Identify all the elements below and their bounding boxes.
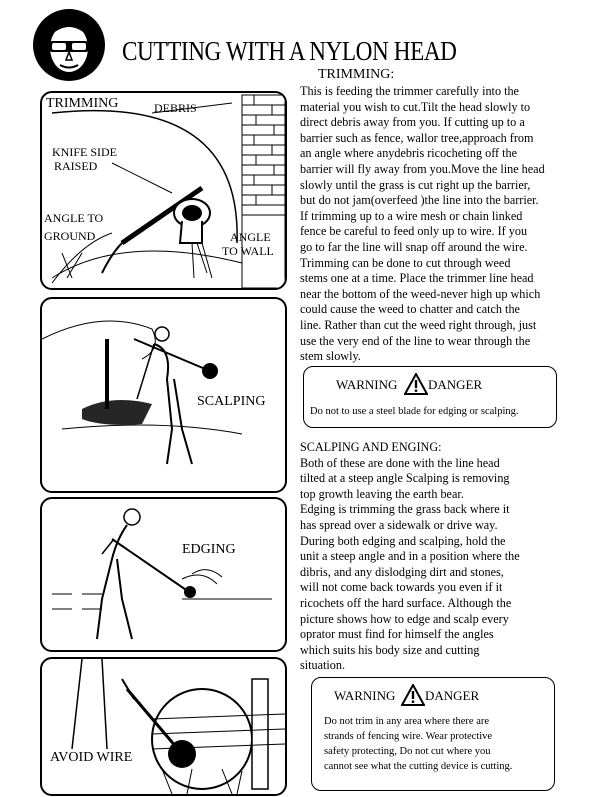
text-line: line. Rather than cut the weed right through, just <box>300 317 537 332</box>
text-line: Both of these are done with the line head <box>300 455 500 470</box>
edging-illustration-panel <box>40 497 287 652</box>
text-line: top growth leaving the earth bear. <box>300 486 464 501</box>
text-line: barrier will fly away from you.Move the line head <box>300 161 545 176</box>
text-line: safety protecting, Do not cut where you <box>324 746 491 757</box>
text-line: stem slowly. <box>300 349 361 364</box>
text-line: fence be careful to feed only up to wire. If you <box>300 224 528 239</box>
text-line: During both edging and scalping, hold the <box>300 533 506 548</box>
trimming-illustration <box>42 93 285 288</box>
text-line: has spread over a sidewalk or drive way. <box>300 517 498 532</box>
text-line: could cause the weed to chatter and catch the <box>300 302 520 317</box>
scalping-edging-body <box>300 440 590 674</box>
safety-goggles-logo <box>32 8 106 82</box>
text-line: dibris, and any dislodging dirt and stones, <box>300 564 504 579</box>
text-line: Trimming can be done to cut through weed <box>300 255 511 270</box>
label-angle: ANGLE <box>230 230 271 244</box>
text-line: Do not trim in any area where there are <box>324 716 490 727</box>
warning-box-fencing-wire <box>311 677 555 791</box>
warning-label: WARNING <box>336 377 398 392</box>
trimming-body <box>300 84 590 365</box>
text-line: situation. <box>300 658 346 673</box>
edging-illustration <box>42 499 285 650</box>
label-angle-to: ANGLE TO <box>44 211 104 225</box>
text-line: strands of fencing wire. Wear protective <box>324 731 493 742</box>
text-line: tilted at a steep angle Scalping is removing <box>300 471 510 486</box>
label-avoid-wire: AVOID WIRE <box>50 750 133 765</box>
text-line: slowly until the grass is cut right up the barrier, <box>300 177 531 192</box>
warning-box-steel-blade <box>303 366 557 428</box>
text-line: but do not jam(overfeed )the line into the barrier. <box>300 193 539 208</box>
text-line: use the very end of the line to wear through the <box>300 333 531 348</box>
text-line: barrier such as fence, wallor tree,approach from <box>300 130 534 145</box>
text-line: If trimming up to a wire mesh or chain linked <box>300 208 523 223</box>
label-trimming: TRIMMING <box>46 96 119 111</box>
warning-label: WARNING <box>334 688 396 703</box>
warning-triangle-icon <box>401 684 425 706</box>
warning-triangle-icon <box>404 373 428 395</box>
text-line: material you wish to cut.Tilt the head slowly to <box>300 99 531 114</box>
trimming-heading: TRIMMING: <box>318 67 395 82</box>
scalping-heading: SCALPING AND ENGING: <box>300 440 442 454</box>
label-scalping: SCALPING <box>197 394 266 409</box>
text-line: direct debris away from you. If cutting up to a <box>300 115 525 130</box>
label-ground: GROUND <box>44 229 96 243</box>
text-line: This is feeding the trimmer carefully into the <box>300 84 519 98</box>
text-line: ricochets off the hard surface. Although the <box>300 595 512 610</box>
danger-label: DANGER <box>425 688 480 703</box>
text-line: unit a steep angle and in a position where the <box>300 549 520 564</box>
warning-text: Do not to use a steel blade for edging or scalping. <box>310 406 519 417</box>
label-knife-side: KNIFE SIDE <box>52 145 117 159</box>
avoid-wire-illustration-panel <box>40 657 287 796</box>
label-debris: DEBRIS <box>154 101 197 115</box>
label-edging: EDGING <box>182 542 236 557</box>
text-line: an angle where anydebris ricocheting off the <box>300 146 518 161</box>
danger-label: DANGER <box>428 377 483 392</box>
text-line: cannot see what the cutting device is cutting. <box>324 761 513 772</box>
warning-text <box>324 714 552 774</box>
scalping-illustration-panel <box>40 297 287 493</box>
text-line: stems one at a time. Place the trimmer line head <box>300 271 534 286</box>
label-raised: RAISED <box>54 159 98 173</box>
text-line: oprator must find for himself the angles <box>300 627 494 642</box>
text-line: which suits his body size and cutting <box>300 642 480 657</box>
trimming-illustration-panel <box>40 91 287 290</box>
text-line: will not come back towards you even if it <box>300 580 503 595</box>
label-to-wall: TO WALL <box>222 244 274 258</box>
avoid-wire-illustration <box>42 659 285 794</box>
text-line: near the bottom of the weed-never high up which <box>300 286 541 301</box>
page-title: CUTTING WITH A NYLON HEAD <box>122 36 457 66</box>
text-line: picture shows how to edge and scalp every <box>300 611 509 626</box>
text-line: go to far the line will snap off around the wire. <box>300 239 528 254</box>
text-line: Edging is trimming the grass back where it <box>300 502 510 517</box>
